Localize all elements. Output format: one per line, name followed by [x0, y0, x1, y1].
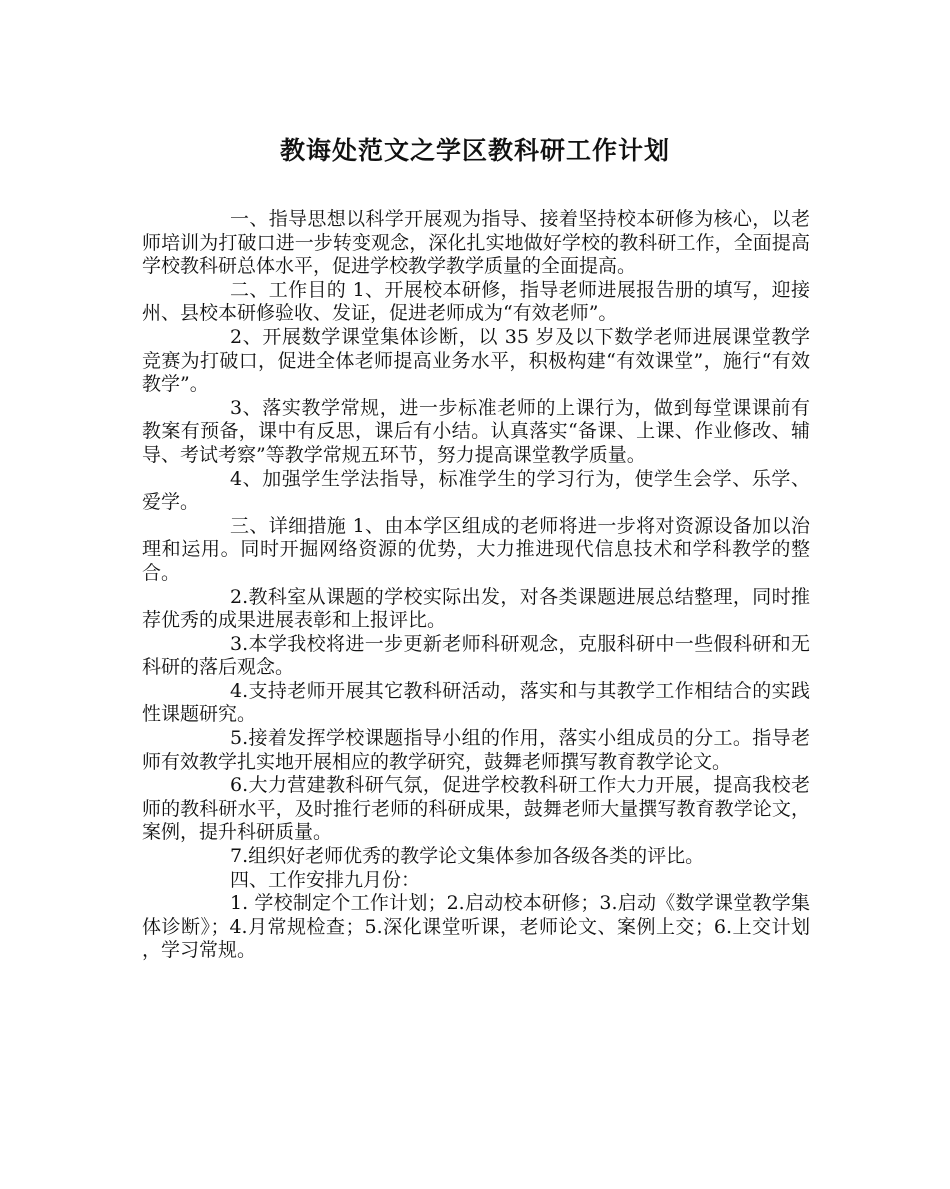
- paragraph-schedule-heading: 四、工作安排九月份：: [230, 868, 421, 891]
- paragraph-measure-6: 6.大力营建教科研气氛，促进学校教科研工作大力开展，提高我校老师的教科研水平，及时推行老师的科研成果，鼓舞老师大量撰写教育教学论文，案例，提升科研质量。: [142, 774, 810, 844]
- paragraph-measure-2: 2.教科室从课题的学校实际出发，对各类课题进展总结整理，同时推荐优秀的成果进展表彰和上报评比。: [142, 585, 810, 632]
- paragraph-measures: 三、详细措施 1、由本学区组成的老师将进一步将对资源设备加以治理和运用。同时开掘网络资源的优势，大力推进现代信息技术和学科教学的整合。: [142, 514, 810, 584]
- paragraph-measure-3: 3.本学我校将进一步更新老师科研观念，克服科研中一些假科研和无科研的落后观念。: [142, 632, 810, 679]
- paragraph-teaching-routine: 3、落实教学常规，进一步标准老师的上课行为，做到每堂课课前有教案有预备，课中有反思，课后有小结。认真落实“备课、上课、作业修改、辅导、考试考察”等教学常规五环节，努力提高课堂教学质量。: [142, 396, 810, 466]
- paragraph-measure-4: 4.支持老师开展其它教科研活动，落实和与其教学工作相结合的实践性课题研究。: [142, 679, 810, 726]
- paragraph-guiding-ideology: 一、指导思想以科学开展观为指导、接着坚持校本研修为核心，以老师培训为打破口进一步转变观念，深化扎实地做好学校的教科研工作，全面提高学校教科研总体水平，促进学校教学教学质量的全面提高。: [142, 208, 810, 278]
- document-title: 教诲处范文之学区教科研工作计划: [279, 136, 670, 165]
- paragraph-study-guidance: 4、加强学生学法指导，标准学生的学习行为，使学生会学、乐学、爱学。: [142, 467, 810, 514]
- paragraph-measure-7: 7.组织好老师优秀的教学论文集体参加各级各类的评比。: [230, 845, 705, 868]
- document-body: [142, 208, 810, 963]
- paragraph-september-tasks: 1. 学校制定个工作计划；2.启动校本研修；3.启动《数学课堂教学集体诊断》；4.月常规检查；5.深化课堂听课，老师论文、案例上交；6.上交计划 ，学习常规。: [142, 892, 810, 962]
- paragraph-measure-5: 5.接着发挥学校课题指导小组的作用，落实小组成员的分工。指导老师有效教学扎实地开展相应的教学研究，鼓舞老师撰写教育教学论文。: [142, 727, 810, 773]
- paragraph-math-diagnosis: 2、开展数学课堂集体诊断，以 35 岁及以下数学老师进展课堂教学竞赛为打破口，促进全体老师提高业务水平，积极构建“有效课堂”，施行“有效教学”。: [142, 325, 810, 396]
- paragraph-work-goals: 二、工作目的 1、开展校本研修，指导老师进展报告册的填写，迎接州、县校本研修验收、发证，促进老师成为“有效老师”。: [142, 278, 810, 325]
